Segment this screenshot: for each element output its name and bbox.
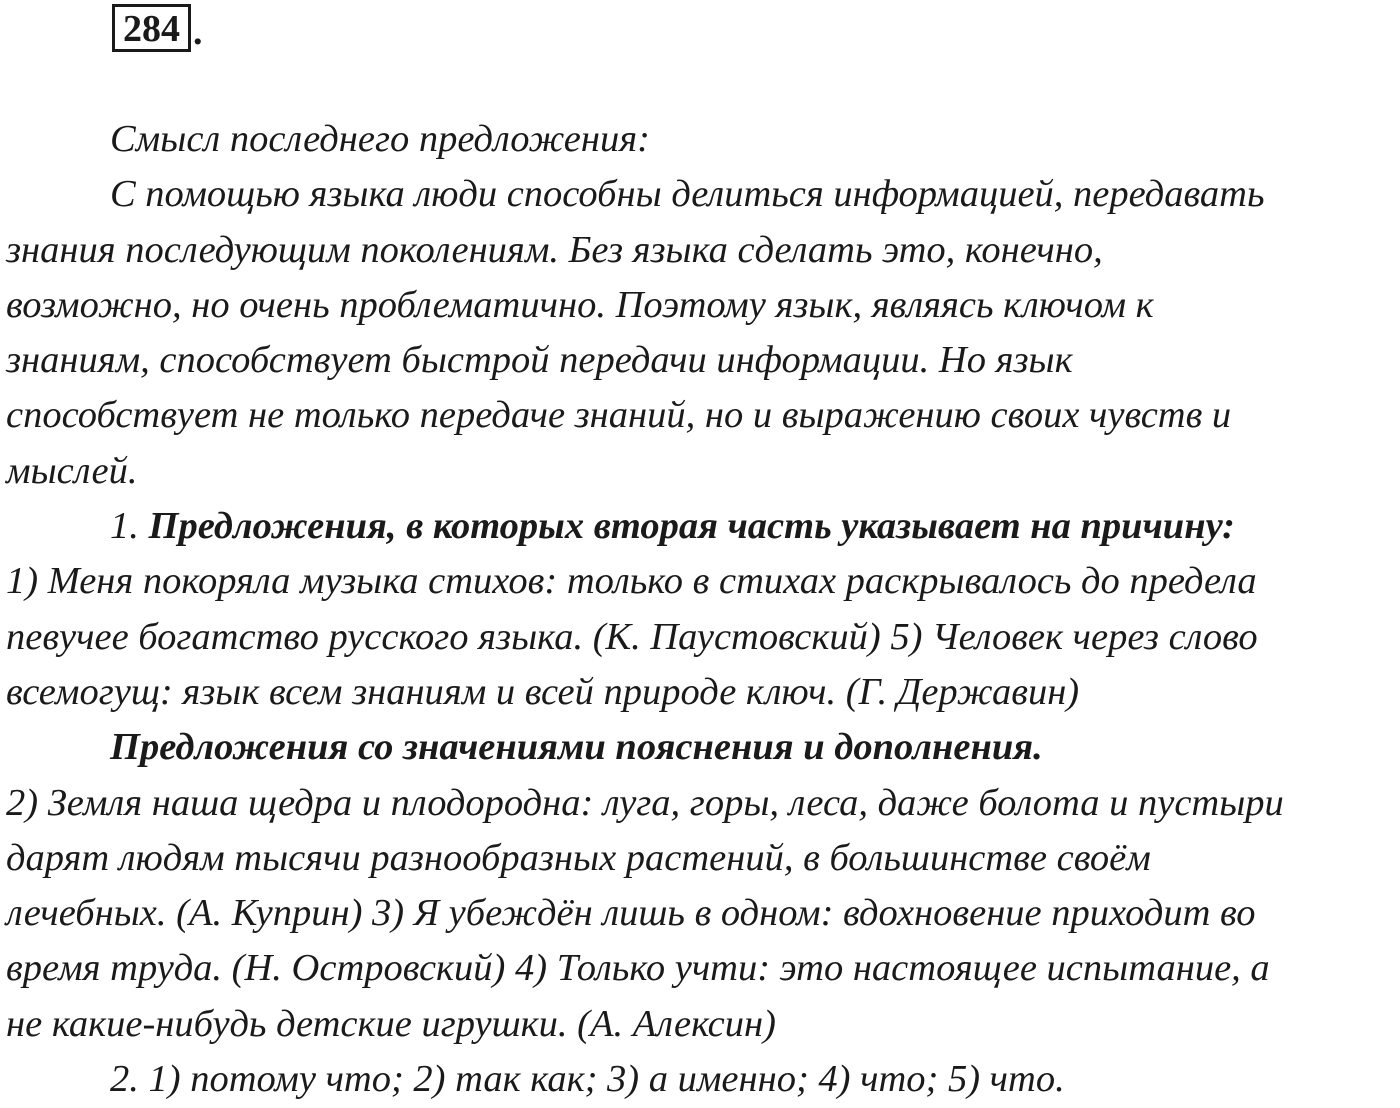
exercise-number <box>112 4 203 52</box>
meaning-line: мыслей. <box>6 449 138 492</box>
meaning-line: С помощью языка люди способны делиться информацией, передавать <box>110 173 1265 216</box>
cause-example-line: певучее богатство русского языка. (К. Паустовский) 5) Человек через слово <box>6 615 1258 658</box>
exercise-number-dot: . <box>193 11 203 53</box>
task1-heading: Предложения, в которых вторая часть указывает на причину: <box>148 505 1235 548</box>
explanation-example-line: 2) Земля наша щедра и плодородна: луга, горы, леса, даже болота и пустыри <box>6 781 1284 824</box>
meaning-line: знания последующим поколениям. Без языка сделать это, конечно, <box>6 228 1103 271</box>
meaning-line: способствует не только передаче знаний, но и выражению своих чувств и <box>6 394 1232 437</box>
explanation-examples <box>6 776 1398 1052</box>
cause-example-line: 1) Меня покоряла музыка стихов: только в стихах раскрывалось до предела <box>6 560 1257 603</box>
exercise-number-box: 284 <box>112 4 191 52</box>
explanation-example-line: время труда. (Н. Островский) 4) Только учти: это настоящее испытание, а <box>6 947 1270 990</box>
explanation-example-line: не какие-нибудь детские игрушки. (А. Алексин) <box>6 1002 776 1045</box>
meaning-heading: Смысл последнего предложения: <box>110 118 650 160</box>
meaning-line: возможно, но очень проблематично. Поэтому язык, являясь ключом к <box>6 283 1154 326</box>
task1-heading-line <box>6 499 1398 554</box>
task1-number: 1. <box>110 505 149 548</box>
meaning-line: знаниям, способствует быстрой передачи информации. Но язык <box>6 339 1073 382</box>
cause-example-line: всемогущ: язык всем знаниям и всей природе ключ. (Г. Державин) <box>6 670 1080 713</box>
explanation-example-line: дарят людям тысячи разнообразных растений, в большинстве своём <box>6 836 1151 879</box>
explanation-example-line: лечебных. (А. Куприн) 3) Я убеждён лишь в одном: вдохновение приходит во <box>6 892 1256 935</box>
explanation-heading: Предложения со значениями пояснения и дополнения. <box>110 726 1043 769</box>
task2-answer: 2. 1) потому что; 2) так как; 3) а именно; 4) что; 5) что. <box>110 1058 1065 1101</box>
cause-examples <box>6 554 1398 720</box>
answer-text <box>6 112 1398 1107</box>
meaning-paragraph <box>6 167 1398 499</box>
